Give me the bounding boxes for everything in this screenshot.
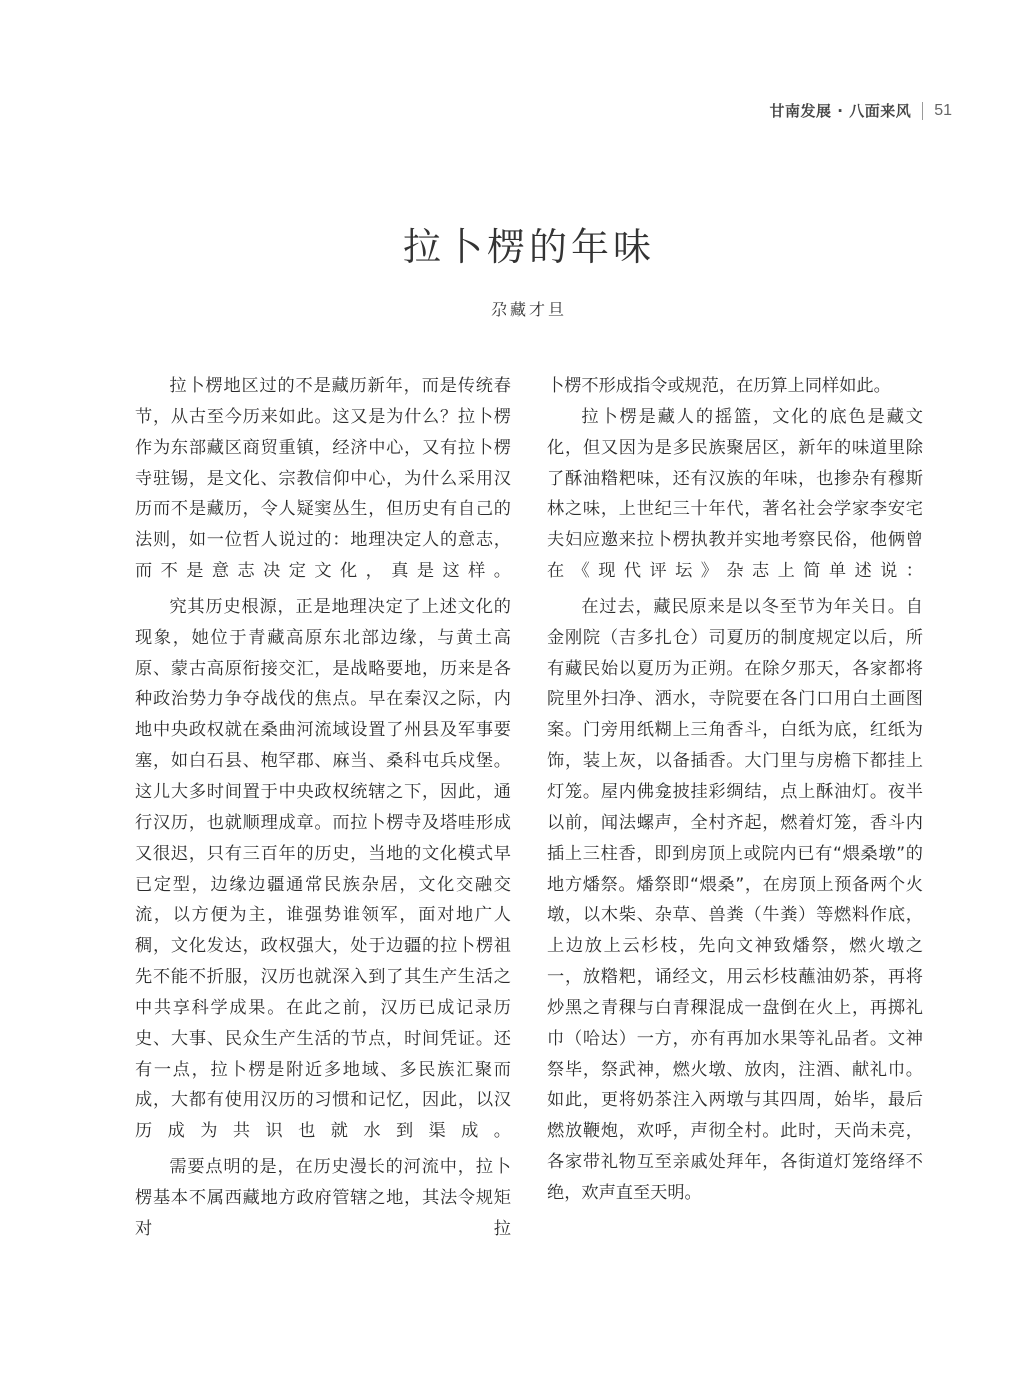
paragraph: 需要点明的是，在历史漫长的河流中，拉卜楞基本不属西藏地方政府管辖之地，其法令规矩对拉 bbox=[135, 1157, 511, 1239]
running-header bbox=[770, 100, 952, 121]
paragraph: 拉卜楞是藏人的摇篮，文化的底色是藏文化，但又因为是多民族聚居区，新年的味道里除了酥油糌粑味，还有汉族的年味，也掺杂有穆斯林之味，上世纪三十年代，著名社会学家李安宅夫妇应邀来拉卜楞执教并实地考察民俗，他俩曾在《现代评坛》杂志上简单述说： bbox=[547, 406, 923, 582]
left-column bbox=[135, 371, 511, 1245]
paragraph: 究其历史根源，正是地理决定了上述文化的现象，她位于青藏高原东北部边缘，与黄土高原、蒙古高原衔接交汇，是战略要地，历来是各种政治势力争夺战伐的焦点。早在秦汉之际，内地中央政权就在桑曲河流域设置了州县及军事要塞，如白石县、枹罕郡、麻当、桑科屯兵戍堡。这儿大多时间置于中央政权统辖之下，因此，通行汉历，也就顺理成章。而拉卜楞寺及塔哇形成又很迟，只有三百年的历史，当地的文化模式早已定型，边缘边疆通常民族杂居，文化交融交流，以方便为主，谁强势谁领军，面对地广人稠，文化发达，政权强大，处于边疆的拉卜楞祖先不能不折服，汉历也就深入到了其生产生活之中共享科学成果。在此之前，汉历已成记录历史、大事、民众生产生活的节点，时间凭证。还有一点，拉卜楞是附近多地域、多民族汇聚而成，大都有使用汉历的习惯和记忆，因此，以汉历成为共识也就水到渠成。 bbox=[135, 596, 511, 1142]
paragraph: 在过去，藏民原来是以冬至节为年关日。自金刚院（吉多扎仓）司夏历的制度规定以后，所有藏民始以夏历为正朔。在除夕那天，各家都将院里外扫净、洒水，寺院要在各门口用白土画图案。门旁用纸糊上三角香斗，白纸为底，红纸为饰，装上灰，以备插香。大门里与房檐下都挂上灯笼。屋内佛龛披挂彩绸结，点上酥油灯。夜半以前，闻法螺声，全村齐起，燃着灯笼，香斗内插上三柱香，即到房顶上或院内已有“煨桑墩”的地方燔祭。燔祭即“煨桑”，在房顶上预备两个火墩，以木柴、杂草、兽粪（牛粪）等燃料作底，上边放上云杉枝，先向文神致燔祭，燃火墩之一，放糌粑，诵经文，用云杉枝蘸油奶茶，再将炒黑之青稞与白青稞混成一盘倒在火上，再掷礼巾（哈达）一方，亦有再加水果等礼品者。文神祭毕，祭武神，燃火墩、放肉，注酒、献礼巾。如此，更将奶茶注入两墩与其四周，始毕，最后燃放鞭炮，欢呼，声彻全村。此时，天尚未亮，各家带礼物互至亲戚处拜年，各街道灯笼络绎不绝，欢声直至天明。 bbox=[547, 596, 923, 1203]
right-column bbox=[547, 371, 923, 1209]
paragraph: 卜楞不形成指令或规范，在历算上同样如此。 bbox=[547, 376, 891, 396]
article-author: 尕藏才旦 bbox=[490, 300, 567, 319]
section-title: 甘南发展 · 八面来风 bbox=[769, 102, 912, 120]
header-divider bbox=[922, 102, 923, 120]
article-title: 拉卜楞的年味 bbox=[402, 225, 655, 269]
page-number: 51 bbox=[934, 101, 952, 119]
paragraph: 拉卜楞地区过的不是藏历新年，而是传统春节，从古至今历来如此。这又是为什么？拉卜楞作为东部藏区商贸重镇，经济中心，又有拉卜楞寺驻锡，是文化、宗教信仰中心，为什么采用汉历而不是藏历，令人疑窦丛生，但历史有自己的法则，如一位哲人说过的：地理决定人的意志，而不是意志决定文化，真是这样。 bbox=[135, 376, 511, 582]
